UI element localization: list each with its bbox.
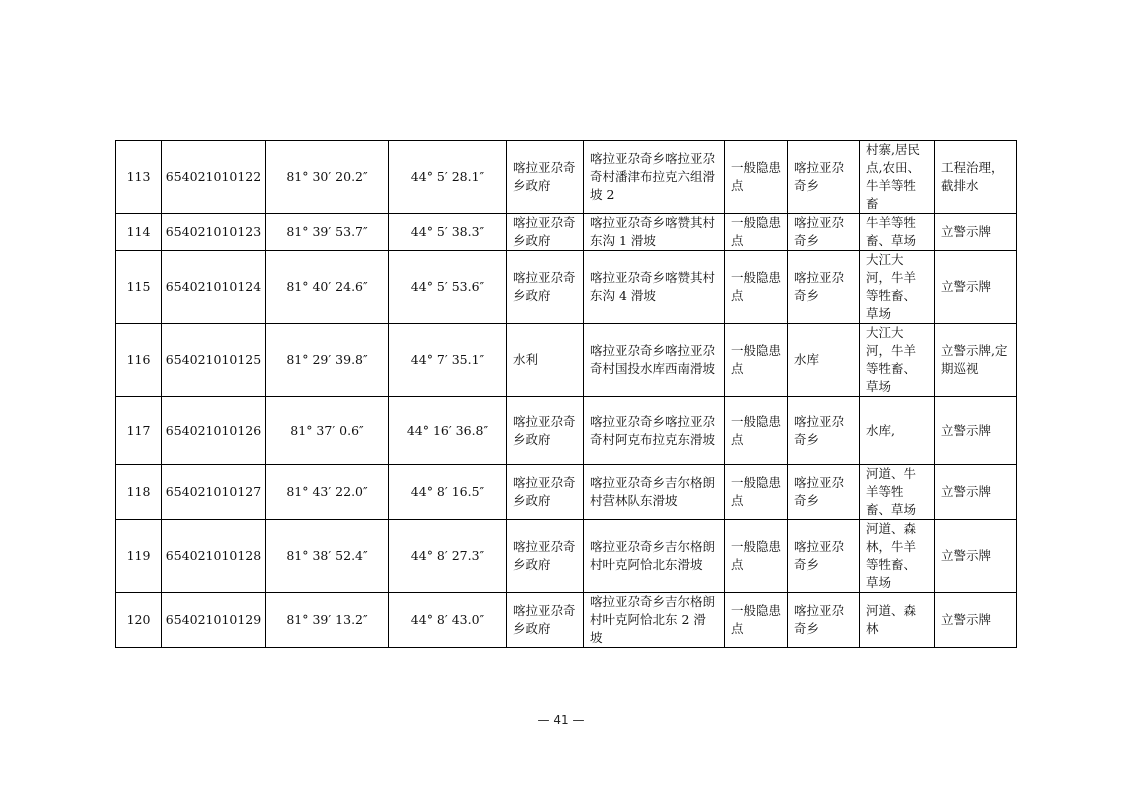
table-row — [116, 465, 1017, 520]
table-row — [116, 141, 1017, 214]
hazard-code-cell: 654021010129 — [162, 593, 266, 648]
latitude-cell: 44° 8′ 43.0″ — [389, 593, 507, 648]
latitude-cell: 44° 5′ 28.1″ — [389, 141, 507, 214]
responsible-unit-cell: 喀拉亚尕奇乡政府 — [507, 141, 584, 214]
hazard-level-cell: 一般隐患点 — [725, 141, 788, 214]
prevention-measure-cell: 立警示牌 — [935, 214, 1017, 251]
hazard-name-cell: 喀拉亚尕奇乡吉尔格朗村营林队东滑坡 — [584, 465, 725, 520]
hazard-level-cell: 一般隐患点 — [725, 214, 788, 251]
latitude-cell: 44° 7′ 35.1″ — [389, 324, 507, 397]
responsible-unit-cell: 喀拉亚尕奇乡政府 — [507, 397, 584, 465]
longitude-cell: 81° 30′ 20.2″ — [266, 141, 389, 214]
longitude-cell: 81° 39′ 53.7″ — [266, 214, 389, 251]
table-row — [116, 520, 1017, 593]
prevention-measure-cell: 立警示牌 — [935, 593, 1017, 648]
threat-target-cell: 村寨,居民点,农田、牛羊等牲畜 — [860, 141, 935, 214]
responsible-unit-cell: 喀拉亚尕奇乡政府 — [507, 520, 584, 593]
longitude-cell: 81° 43′ 22.0″ — [266, 465, 389, 520]
responsible-unit-cell: 喀拉亚尕奇乡政府 — [507, 465, 584, 520]
table-row — [116, 214, 1017, 251]
seq-number-cell: 117 — [116, 397, 162, 465]
monitor-unit-cell: 水库 — [788, 324, 860, 397]
longitude-cell: 81° 39′ 13.2″ — [266, 593, 389, 648]
hazard-code-cell: 654021010124 — [162, 251, 266, 324]
table-row — [116, 251, 1017, 324]
latitude-cell: 44° 16′ 36.8″ — [389, 397, 507, 465]
seq-number-cell: 119 — [116, 520, 162, 593]
hazard-level-cell: 一般隐患点 — [725, 251, 788, 324]
responsible-unit-cell: 水利 — [507, 324, 584, 397]
hazard-name-cell: 喀拉亚尕奇乡喀拉亚尕奇村国投水库西南滑坡 — [584, 324, 725, 397]
seq-number-cell: 120 — [116, 593, 162, 648]
prevention-measure-cell: 立警示牌 — [935, 520, 1017, 593]
seq-number-cell: 114 — [116, 214, 162, 251]
hazard-level-cell: 一般隐患点 — [725, 397, 788, 465]
threat-target-cell: 大江大河，牛羊等牲畜、草场 — [860, 324, 935, 397]
prevention-measure-cell: 立警示牌 — [935, 251, 1017, 324]
hazard-name-cell: 喀拉亚尕奇乡吉尔格朗村叶克阿恰北东 2 滑坡 — [584, 593, 725, 648]
monitor-unit-cell: 喀拉亚尕奇乡 — [788, 593, 860, 648]
table-row — [116, 593, 1017, 648]
prevention-measure-cell: 立警示牌,定期巡视 — [935, 324, 1017, 397]
seq-number-cell: 118 — [116, 465, 162, 520]
table-row — [116, 397, 1017, 465]
responsible-unit-cell: 喀拉亚尕奇乡政府 — [507, 251, 584, 324]
prevention-measure-cell: 立警示牌 — [935, 397, 1017, 465]
latitude-cell: 44° 5′ 38.3″ — [389, 214, 507, 251]
hazard-point-table — [115, 140, 1017, 648]
monitor-unit-cell: 喀拉亚尕奇乡 — [788, 465, 860, 520]
threat-target-cell: 水库, — [860, 397, 935, 465]
page-number: — 41 — — [537, 713, 585, 727]
monitor-unit-cell: 喀拉亚尕奇乡 — [788, 141, 860, 214]
hazard-name-cell: 喀拉亚尕奇乡喀赞其村东沟 1 滑坡 — [584, 214, 725, 251]
latitude-cell: 44° 5′ 53.6″ — [389, 251, 507, 324]
responsible-unit-cell: 喀拉亚尕奇乡政府 — [507, 593, 584, 648]
hazard-name-cell: 喀拉亚尕奇乡吉尔格朗村叶克阿恰北东滑坡 — [584, 520, 725, 593]
monitor-unit-cell: 喀拉亚尕奇乡 — [788, 214, 860, 251]
monitor-unit-cell: 喀拉亚尕奇乡 — [788, 251, 860, 324]
prevention-measure-cell: 立警示牌 — [935, 465, 1017, 520]
hazard-name-cell: 喀拉亚尕奇乡喀拉亚尕奇村阿克布拉克东滑坡 — [584, 397, 725, 465]
hazard-code-cell: 654021010122 — [162, 141, 266, 214]
hazard-level-cell: 一般隐患点 — [725, 593, 788, 648]
latitude-cell: 44° 8′ 16.5″ — [389, 465, 507, 520]
hazard-code-cell: 654021010126 — [162, 397, 266, 465]
longitude-cell: 81° 38′ 52.4″ — [266, 520, 389, 593]
latitude-cell: 44° 8′ 27.3″ — [389, 520, 507, 593]
hazard-code-cell: 654021010128 — [162, 520, 266, 593]
longitude-cell: 81° 37′ 0.6″ — [266, 397, 389, 465]
hazard-level-cell: 一般隐患点 — [725, 520, 788, 593]
longitude-cell: 81° 29′ 39.8″ — [266, 324, 389, 397]
prevention-measure-cell: 工程治理，截排水 — [935, 141, 1017, 214]
threat-target-cell: 河道、牛羊等牲畜、草场 — [860, 465, 935, 520]
monitor-unit-cell: 喀拉亚尕奇乡 — [788, 520, 860, 593]
hazard-code-cell: 654021010127 — [162, 465, 266, 520]
seq-number-cell: 116 — [116, 324, 162, 397]
monitor-unit-cell: 喀拉亚尕奇乡 — [788, 397, 860, 465]
threat-target-cell: 大江大河，牛羊等牲畜、草场 — [860, 251, 935, 324]
hazard-name-cell: 喀拉亚尕奇乡喀拉亚尕奇村潘津布拉克六组滑坡 2 — [584, 141, 725, 214]
threat-target-cell: 河道、森林 — [860, 593, 935, 648]
table-row — [116, 324, 1017, 397]
hazard-level-cell: 一般隐患点 — [725, 324, 788, 397]
seq-number-cell: 115 — [116, 251, 162, 324]
hazard-level-cell: 一般隐患点 — [725, 465, 788, 520]
responsible-unit-cell: 喀拉亚尕奇乡政府 — [507, 214, 584, 251]
seq-number-cell: 113 — [116, 141, 162, 214]
hazard-code-cell: 654021010125 — [162, 324, 266, 397]
hazard-name-cell: 喀拉亚尕奇乡喀赞其村东沟 4 滑坡 — [584, 251, 725, 324]
hazard-code-cell: 654021010123 — [162, 214, 266, 251]
threat-target-cell: 河道、森林，牛羊等牲畜、草场 — [860, 520, 935, 593]
threat-target-cell: 牛羊等牲畜、草场 — [860, 214, 935, 251]
longitude-cell: 81° 40′ 24.6″ — [266, 251, 389, 324]
